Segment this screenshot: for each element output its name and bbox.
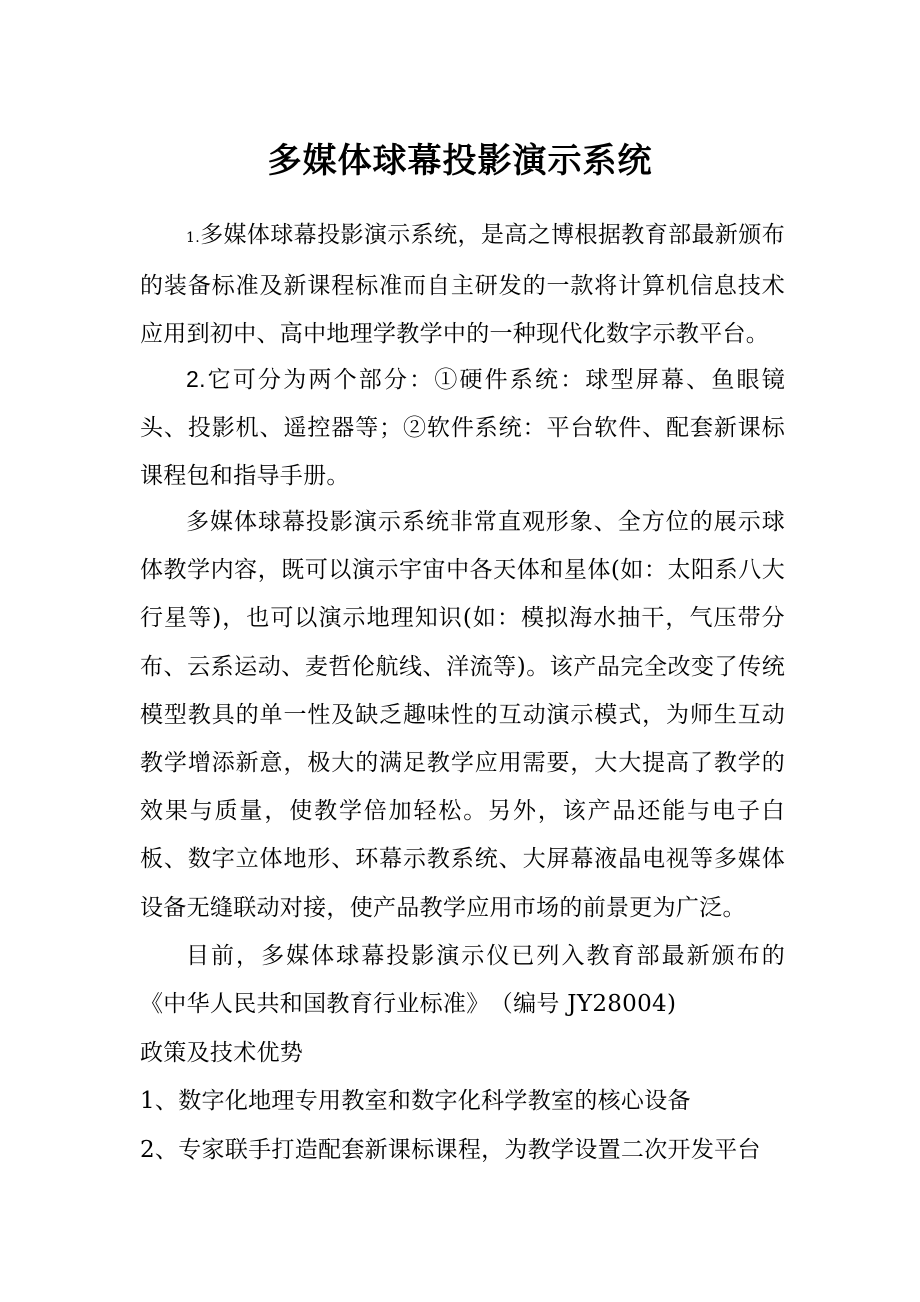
section-heading: 政策及技术优势 [140, 1040, 304, 1066]
paragraph-2-text: 它可分为两个部分：①硬件系统：球型屏幕、鱼眼镜头、投影机、遥控器等；②软件系统：平台软件、配套新课标课程包和指导手册。 [140, 367, 785, 490]
paragraph-1-number: 1. [186, 230, 200, 246]
list-item: 1、数字化地理专用教室和数字化科学教室的核心设备 [140, 1088, 691, 1114]
list-item: 2、专家联手打造配套新课标课程，为教学设置二次开发平台 [140, 1137, 761, 1163]
paragraph-1-text: 多媒体球幕投影演示系统，是高之博根据教育部最新颁布的装备标准及新课程标准而自主研发的一款将计算机信息技术应用到初中、高中地理学教学中的一种现代化数字示教平台。 [140, 222, 785, 348]
document-title: 多媒体球幕投影演示系统 [267, 141, 653, 181]
paragraph-1 [140, 211, 785, 359]
paragraph-4: 目前，多媒体球幕投影演示仪已列入教育部最新颁布的《中华人民共和国教育行业标准》 （编号 JY28004) [140, 943, 785, 1018]
paragraph-2 [140, 355, 785, 501]
paragraph-2-number: 2. [186, 366, 206, 392]
paragraph-3: 多媒体球幕投影演示系统非常直观形象、全方位的展示球体教学内容，既可以演示宇宙中各天体和星体(如：太阳系八大行星等)，也可以演示地理知识(如：模拟海水抽干，气压带分布、云系运动、麦哲伦航线、洋流等)。该产品完全改变了传统模型教具的单一性及缺乏趣味性的互动演示模式，为师生互动教学增添新意，极大的满足教学应用需要，大大提高了教学的效果与质量，使教学倍加轻松。另外，该产品还能与电子白板、数字立体地形、环幕示教系统、大屏幕液晶电视等多媒体设备无缝联动对接，使产品教学应用市场的前景更为广泛。 [140, 509, 785, 921]
